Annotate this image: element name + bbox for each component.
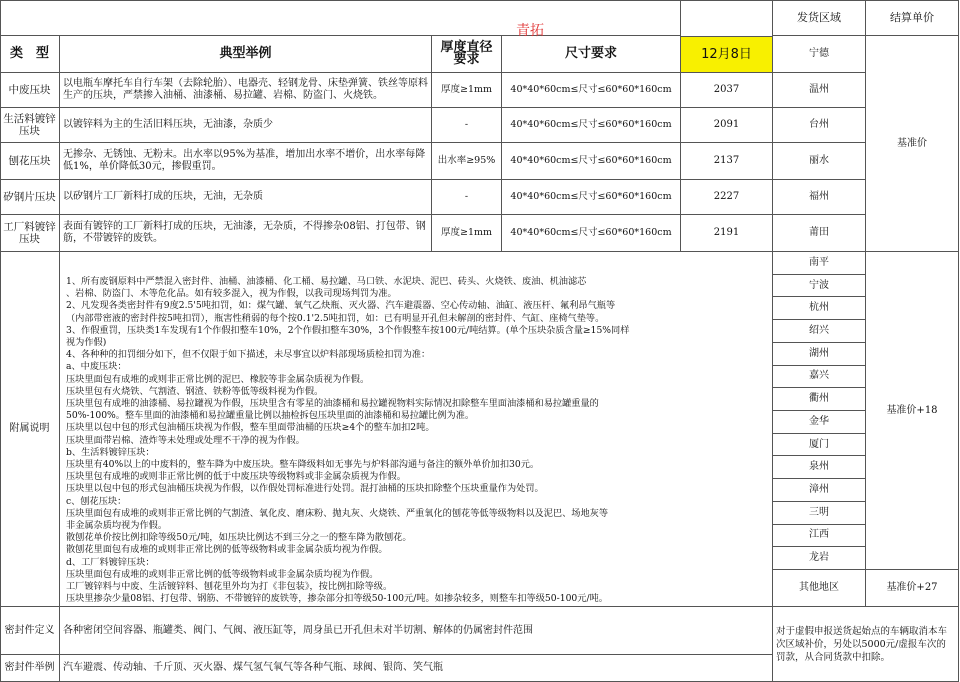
base-plus18: 基准价+18: [866, 252, 959, 570]
note-line: 压块里以包中包的形式包油桶压块视为作假，以作假处罚标准进行处罚。混打油桶的压块扣除整个压块重量作为处罚。: [66, 483, 544, 495]
header-thickness: 厚度直径要求: [432, 36, 502, 73]
row-example: 以电瓶车摩托车自行车架（去除轮胎）、电器壳、轻钢龙骨、床垫弹簧、铁丝等原料生产的压块，严禁掺入油桶、油漆桶、易拉罐、岩棉、防盗门、火烧铁。: [60, 73, 432, 108]
seal-ex: 汽车避震、传动轴、千斤顶、灭火器、煤气氢气氧气等各种气瓶、球阀、银筒、笑气瓶: [60, 655, 773, 682]
notes-body: [60, 252, 773, 607]
row-thickness: -: [432, 180, 502, 215]
row-region: 莆田: [773, 215, 866, 252]
row-example: 以矽钢片工厂新料打成的压块，无油，无杂质: [60, 180, 432, 215]
note-line: 工厂镀锌料与中废、生活镀锌料、刨花里外均为打《非包装》，按比例扣除等级。: [66, 581, 393, 593]
note-line: 3、作假重罚，压块类1车发现有1个作假扣整车10%，2个作假扣整车30%，3个作假整车按100元/吨结算。(单个压块杂质含量≥15%同样: [66, 324, 630, 336]
note-line: （内部带密液的密封件按5吨扣罚），瓶害性稍弱的每个按0.1'2.5吨扣罚，如：已有明显开孔但未解剖的密封件、气缸、座椅气垫等。: [66, 312, 605, 324]
note-line: 1、所有废钢原料中严禁混入密封件、油桶、油漆桶、化工桶、易拉罐、马口铁、水泥块、泥巴、砖头、火烧铁、废油、机油滤芯: [66, 276, 587, 287]
row-thickness: -: [432, 108, 502, 143]
seal-def: 各种密闭空间容器、瓶罐类、阀门、气阀、液压缸等，周身虽已开孔但未对半切割、解体的仍属密封件范围: [60, 607, 773, 655]
note-line: 压块里包有火烧铁、气割渣、钢渣、铁粉等低等级料视为作假。: [66, 385, 324, 397]
note-line: 压块里面包有成堆的或则非正常比例的气割渣、氧化皮、磨床粉、抛丸灰、火烧铁、严重氧化的刨花等低等级物料以及泥巴、场地灰等: [66, 507, 609, 519]
base-plus27: 基准价+27: [866, 570, 959, 607]
row-thickness: 厚度≥1mm: [432, 73, 502, 108]
note-line: 压块里面带岩棉、渣炸等未处理或处理不干净的视为作假。: [66, 434, 305, 446]
region-item: 宁波: [773, 275, 866, 298]
row-type: 刨花压块: [0, 143, 60, 180]
header-settle: 结算单价: [866, 0, 959, 36]
seal-ex-label: 密封件举例: [0, 655, 60, 682]
region-0: 宁德: [773, 36, 866, 73]
row-size: 40*40*60cm≤尺寸≤60*60*160cm: [502, 215, 681, 252]
row-price: 2091: [681, 108, 773, 143]
note-line: 散刨花里面包有成堆的或则非正常比例的低等级物料或非金属杂质均视为作假。: [66, 544, 388, 556]
region-item: 漳州: [773, 479, 866, 502]
region-item: 三明: [773, 502, 866, 525]
row-size: 40*40*60cm≤尺寸≤60*60*160cm: [502, 108, 681, 143]
row-type: 矽钢片压块: [0, 180, 60, 215]
region-item: 泉州: [773, 456, 866, 479]
row-type: 中废压块: [0, 73, 60, 108]
row-example: 无掺杂、无锈蚀、无粉末。出水率以95%为基准，增加出水率不增价，出水率每降低1%，单价降低30元，掺假重罚。: [60, 143, 432, 180]
note-line: c、刨花压块：: [66, 495, 127, 507]
note-line: 压块里包有成堆的油漆桶、易拉罐视为作假，压块里含有零星的油漆桶和易拉罐视物料实际情况扣除整车里面油漆桶和易拉罐重量的: [66, 398, 599, 410]
row-example: 以镀锌料为主的生活旧料压块，无油漆，杂质少: [60, 108, 432, 143]
row-example: 表面有镀锌的工厂新料打成的压块，无油漆，无杂质，不得掺杂08铝、打包带、钢筋，不带镀锌的废铁。: [60, 215, 432, 252]
header-date: 12月8日: [681, 36, 773, 73]
note-line: 2、凡发现各类密封件有9度2.5'5吨扣罚，如：煤气罐、氧气乙炔瓶、灭火器、汽车避震器、空心传动轴、油缸、液压杆、氟利昂气瓶等: [66, 300, 616, 312]
note-line: 散刨花单价按比例扣除等级50元/吨，如压块比例达不到三分之一的整车降为散刨花。: [66, 532, 412, 544]
note-line: 压块里包有成堆的或则非正常比例的低于中废压块等级物料或非金属杂质视为作假。: [66, 471, 406, 483]
header-type: 类 型: [0, 36, 60, 73]
note-line: 50%-100%。整车里面的油漆桶和易拉罐重量比例以抽检拆包压块里面的油漆桶和易拉罐比例为准。: [66, 410, 475, 422]
row-price: 2227: [681, 180, 773, 215]
region-item: 江西: [773, 525, 866, 548]
region-item: 南平: [773, 252, 866, 275]
base-price: 基准价: [866, 36, 959, 252]
note-line: 非金属杂质均视为作假。: [66, 520, 168, 532]
note-line: 压块里面包有成堆的或则非正常比例的泥巴、橡胶等非金属杂质视为作假。: [66, 373, 370, 385]
row-size: 40*40*60cm≤尺寸≤60*60*160cm: [502, 143, 681, 180]
row-price: 2137: [681, 143, 773, 180]
top-blank: [0, 0, 681, 36]
brand-label: 青拓: [516, 23, 544, 39]
row-price: 2191: [681, 215, 773, 252]
row-thickness: 厚度≥1mm: [432, 215, 502, 252]
row-size: 40*40*60cm≤尺寸≤60*60*160cm: [502, 73, 681, 108]
note-line: b、生活料镀锌压块：: [66, 446, 155, 458]
note-line: d、工厂料镀锌压块：: [66, 556, 155, 568]
row-region: 台州: [773, 108, 866, 143]
note-line: a、中废压块：: [66, 361, 127, 373]
header-region: 发货区域: [773, 0, 866, 36]
region-other: 其他地区: [773, 570, 866, 607]
region-item: 湖州: [773, 343, 866, 366]
note-line: 压块里有40%以上的中废料的，整车降为中废压块。整车降级料如无事先与炉料部沟通与备注的额外单价加扣30元。: [66, 459, 540, 471]
row-size: 40*40*60cm≤尺寸≤60*60*160cm: [502, 180, 681, 215]
header-size: 尺寸要求: [502, 36, 681, 73]
row-type: 生活料镀锌压块: [0, 108, 60, 143]
row-thickness: 出水率≥95%: [432, 143, 502, 180]
region-item: 厦门: [773, 434, 866, 457]
note-line: 压块里面包有成堆的或则非正常比例的低等级物料或非金属杂质均视为作假。: [66, 568, 379, 580]
note-line: 4、各种种的扣罚细分如下，但不仅限于如下描述，未尽事宜以炉料部现场质检扣罚为准：: [66, 349, 431, 361]
note-line: 视为作假): [66, 337, 107, 349]
seal-def-label: 密封件定义: [0, 607, 60, 655]
header-example: 典型举例: [60, 36, 432, 73]
region-item: 杭州: [773, 297, 866, 320]
notes-label: 附属说明: [0, 252, 60, 607]
row-region: 丽水: [773, 143, 866, 180]
side-note: 对于虚假申报送货起始点的车辆取消本车次区域补价，另处以5000元/虚报车次的罚款，从合同货款中扣除。: [773, 607, 959, 682]
region-item: 龙岩: [773, 547, 866, 570]
note-line: 压块里以包中包的形式包油桶压块视为作假，整车里面带油桶的压块≥4个的整车加扣2吨。: [66, 422, 435, 434]
region-item: 衢州: [773, 388, 866, 411]
row-type: 工厂料镀锌压块: [0, 215, 60, 252]
top-blank-date: [681, 0, 773, 36]
region-item: 金华: [773, 411, 866, 434]
region-item: 绍兴: [773, 320, 866, 343]
row-region: 福州: [773, 180, 866, 215]
note-line: 压块里掺杂少量08铝、打包带、钢筋、不带镀锌的废铁等，掺杂部分扣等级50-100元/吨。如掺杂较多，则整车扣等级50-100元/吨。: [66, 593, 608, 605]
row-region: 温州: [773, 73, 866, 108]
row-price: 2037: [681, 73, 773, 108]
region-item: 嘉兴: [773, 366, 866, 389]
note-line: 、岩棉、防盗门、木等危化品。如有较多混入，视为作假，以我司现场判罚为准。: [66, 288, 397, 300]
